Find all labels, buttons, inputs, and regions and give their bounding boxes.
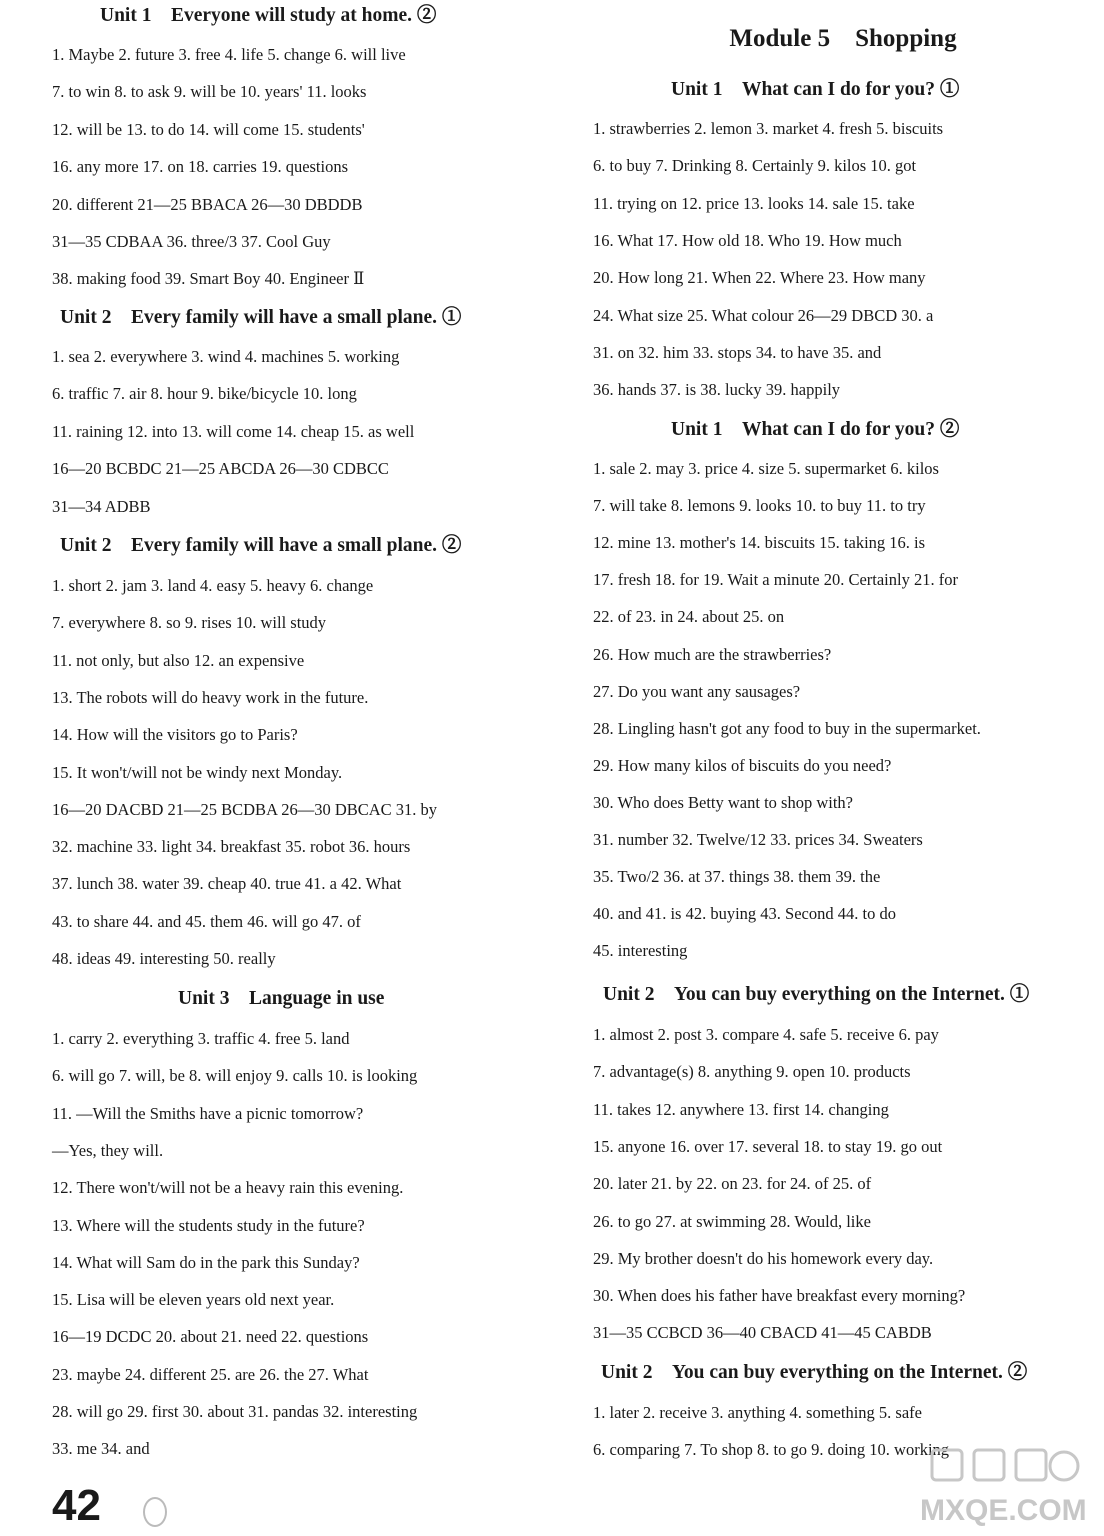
answer-line: 1. carry 2. everything 3. traffic 4. free 5. land — [52, 1029, 350, 1048]
answer-line: 7. everywhere 8. so 9. rises 10. will study — [52, 613, 327, 632]
answer-line: 17. fresh 18. for 19. Wait a minute 20. Certainly 21. for — [593, 570, 958, 589]
answer-line: 1. almost 2. post 3. compare 4. safe 5. receive 6. pay — [593, 1025, 939, 1044]
answer-line: 1. short 2. jam 3. land 4. easy 5. heavy 6. change — [52, 576, 374, 595]
answer-line: 1. sale 2. may 3. price 4. size 5. supermarket 6. kilos — [593, 459, 939, 478]
answer-line: 11. trying on 12. price 13. looks 14. sale 15. take — [593, 194, 915, 213]
unit-title: Unit 1 What can I do for you? ② — [671, 419, 960, 440]
answer-line: 48. ideas 49. interesting 50. really — [52, 949, 276, 968]
answer-line: 26. How much are the strawberries? — [593, 645, 832, 664]
answer-line: 31. number 32. Twelve/12 33. prices 34. Sweaters — [593, 830, 923, 849]
answer-line: 20. How long 21. When 22. Where 23. How many — [593, 268, 926, 287]
answer-line: 26. to go 27. at swimming 28. Would, like — [593, 1212, 871, 1231]
answer-line: 15. It won't/will not be windy next Monday. — [52, 763, 343, 782]
unit-title: Unit 2 You can buy everything on the Internet. ① — [603, 984, 1030, 1005]
answer-line: 28. Lingling hasn't got any food to buy in the supermarket. — [593, 719, 981, 738]
answer-line: —Yes, they will. — [52, 1141, 164, 1160]
answer-line: 28. will go 29. first 30. about 31. pandas 32. interesting — [52, 1402, 418, 1421]
watermark-text: MXQE.COM — [920, 1494, 1087, 1527]
answer-line: 31—35 CCBCD 36—40 CBACD 41—45 CABDB — [593, 1323, 932, 1342]
answer-line: 6. comparing 7. To shop 8. to go 9. doing 10. working — [593, 1440, 950, 1459]
unit-title: Unit 2 Every family will have a small plane. ② — [60, 535, 462, 556]
answer-line: 1. strawberries 2. lemon 3. market 4. fresh 5. biscuits — [593, 119, 944, 138]
answer-line: 43. to share 44. and 45. them 46. will go 47. of — [52, 912, 361, 931]
answer-line: 14. How will the visitors go to Paris? — [52, 725, 298, 744]
answer-line: 40. and 41. is 42. buying 43. Second 44. to do — [593, 904, 896, 923]
answer-line: 1. later 2. receive 3. anything 4. something 5. safe — [593, 1403, 922, 1422]
answer-line: 1. Maybe 2. future 3. free 4. life 5. change 6. will live — [52, 45, 406, 64]
module-title: Module 5 Shopping — [729, 25, 957, 52]
answer-line: 45. interesting — [593, 941, 688, 960]
unit-title: Unit 2 You can buy everything on the Internet. ② — [601, 1362, 1028, 1383]
answer-line: 16—20 BCBDC 21—25 ABCDA 26—30 CDBCC — [52, 459, 389, 478]
answer-line: 29. My brother doesn't do his homework every day. — [593, 1249, 934, 1268]
answer-line: 13. Where will the students study in the future? — [52, 1216, 365, 1235]
answer-line: 27. Do you want any sausages? — [593, 682, 801, 701]
answer-line: 20. later 21. by 22. on 23. for 24. of 25. of — [593, 1174, 872, 1193]
answer-line: 31—35 CDBAA 36. three/3 37. Cool Guy — [52, 232, 331, 251]
answer-line: 31—34 ADBB — [52, 497, 151, 516]
answer-line: 11. not only, but also 12. an expensive — [52, 651, 305, 670]
answer-line: 37. lunch 38. water 39. cheap 40. true 41. a 42. What — [52, 874, 402, 893]
answer-line: 15. Lisa will be eleven years old next year. — [52, 1290, 335, 1309]
answer-line: 7. to win 8. to ask 9. will be 10. years' 11. looks — [52, 82, 367, 101]
answer-line: 13. The robots will do heavy work in the future. — [52, 688, 369, 707]
answer-line: 6. traffic 7. air 8. hour 9. bike/bicycle 10. long — [52, 384, 357, 403]
answer-line: 30. When does his father have breakfast every morning? — [593, 1286, 966, 1305]
answer-line: 16—19 DCDC 20. about 21. need 22. questions — [52, 1327, 369, 1346]
answer-line: 22. of 23. in 24. about 25. on — [593, 607, 785, 626]
answer-line: 20. different 21—25 BBACA 26—30 DBDDB — [52, 195, 363, 214]
page-number: 42 — [52, 1481, 101, 1530]
watermark-logo — [912, 1444, 1092, 1528]
answer-line: 6. will go 7. will, be 8. will enjoy 9. calls 10. is looking — [52, 1066, 418, 1085]
answer-line: 6. to buy 7. Drinking 8. Certainly 9. kilos 10. got — [593, 156, 917, 175]
answer-line: 36. hands 37. is 38. lucky 39. happily — [593, 380, 841, 399]
answer-line: 32. machine 33. light 34. breakfast 35. robot 36. hours — [52, 837, 411, 856]
unit-title: Unit 2 Every family will have a small plane. ① — [60, 307, 462, 328]
answer-line: 31. on 32. him 33. stops 34. to have 35. and — [593, 343, 882, 362]
answer-line: 11. takes 12. anywhere 13. first 14. changing — [593, 1100, 889, 1119]
answer-line: 1. sea 2. everywhere 3. wind 4. machines 5. working — [52, 347, 400, 366]
page-number-circle-decoration — [143, 1497, 167, 1527]
answer-line: 29. How many kilos of biscuits do you need? — [593, 756, 892, 775]
watermark-emblem-icon — [932, 1450, 1078, 1480]
answer-line: 12. will be 13. to do 14. will come 15. students' — [52, 120, 365, 139]
unit-title: Unit 3 Language in use — [178, 988, 385, 1009]
answer-line: 12. mine 13. mother's 14. biscuits 15. taking 16. is — [593, 533, 926, 552]
unit-title: Unit 1 Everyone will study at home. ② — [100, 5, 437, 26]
answer-line: 16. any more 17. on 18. carries 19. questions — [52, 157, 349, 176]
answer-line: 7. advantage(s) 8. anything 9. open 10. products — [593, 1062, 911, 1081]
answer-line: 12. There won't/will not be a heavy rain this evening. — [52, 1178, 404, 1197]
answer-line: 16—20 DACBD 21—25 BCDBA 26—30 DBCAC 31. by — [52, 800, 438, 819]
answer-line: 11. —Will the Smiths have a picnic tomorrow? — [52, 1104, 364, 1123]
answer-line: 16. What 17. How old 18. Who 19. How much — [593, 231, 902, 250]
answer-line: 14. What will Sam do in the park this Sunday? — [52, 1253, 360, 1272]
answer-line: 24. What size 25. What colour 26—29 DBCD 30. a — [593, 306, 934, 325]
answer-line: 38. making food 39. Smart Boy 40. Engineer Ⅱ — [52, 269, 365, 288]
answer-line: 23. maybe 24. different 25. are 26. the 27. What — [52, 1365, 369, 1384]
unit-title: Unit 1 What can I do for you? ① — [671, 79, 960, 100]
answer-line: 35. Two/2 36. at 37. things 38. them 39. the — [593, 867, 881, 886]
answer-line: 30. Who does Betty want to shop with? — [593, 793, 854, 812]
answer-line: 7. will take 8. lemons 9. looks 10. to buy 11. to try — [593, 496, 926, 515]
answer-line: 15. anyone 16. over 17. several 18. to stay 19. go out — [593, 1137, 943, 1156]
answer-line: 33. me 34. and — [52, 1439, 150, 1458]
answer-line: 11. raining 12. into 13. will come 14. cheap 15. as well — [52, 422, 415, 441]
